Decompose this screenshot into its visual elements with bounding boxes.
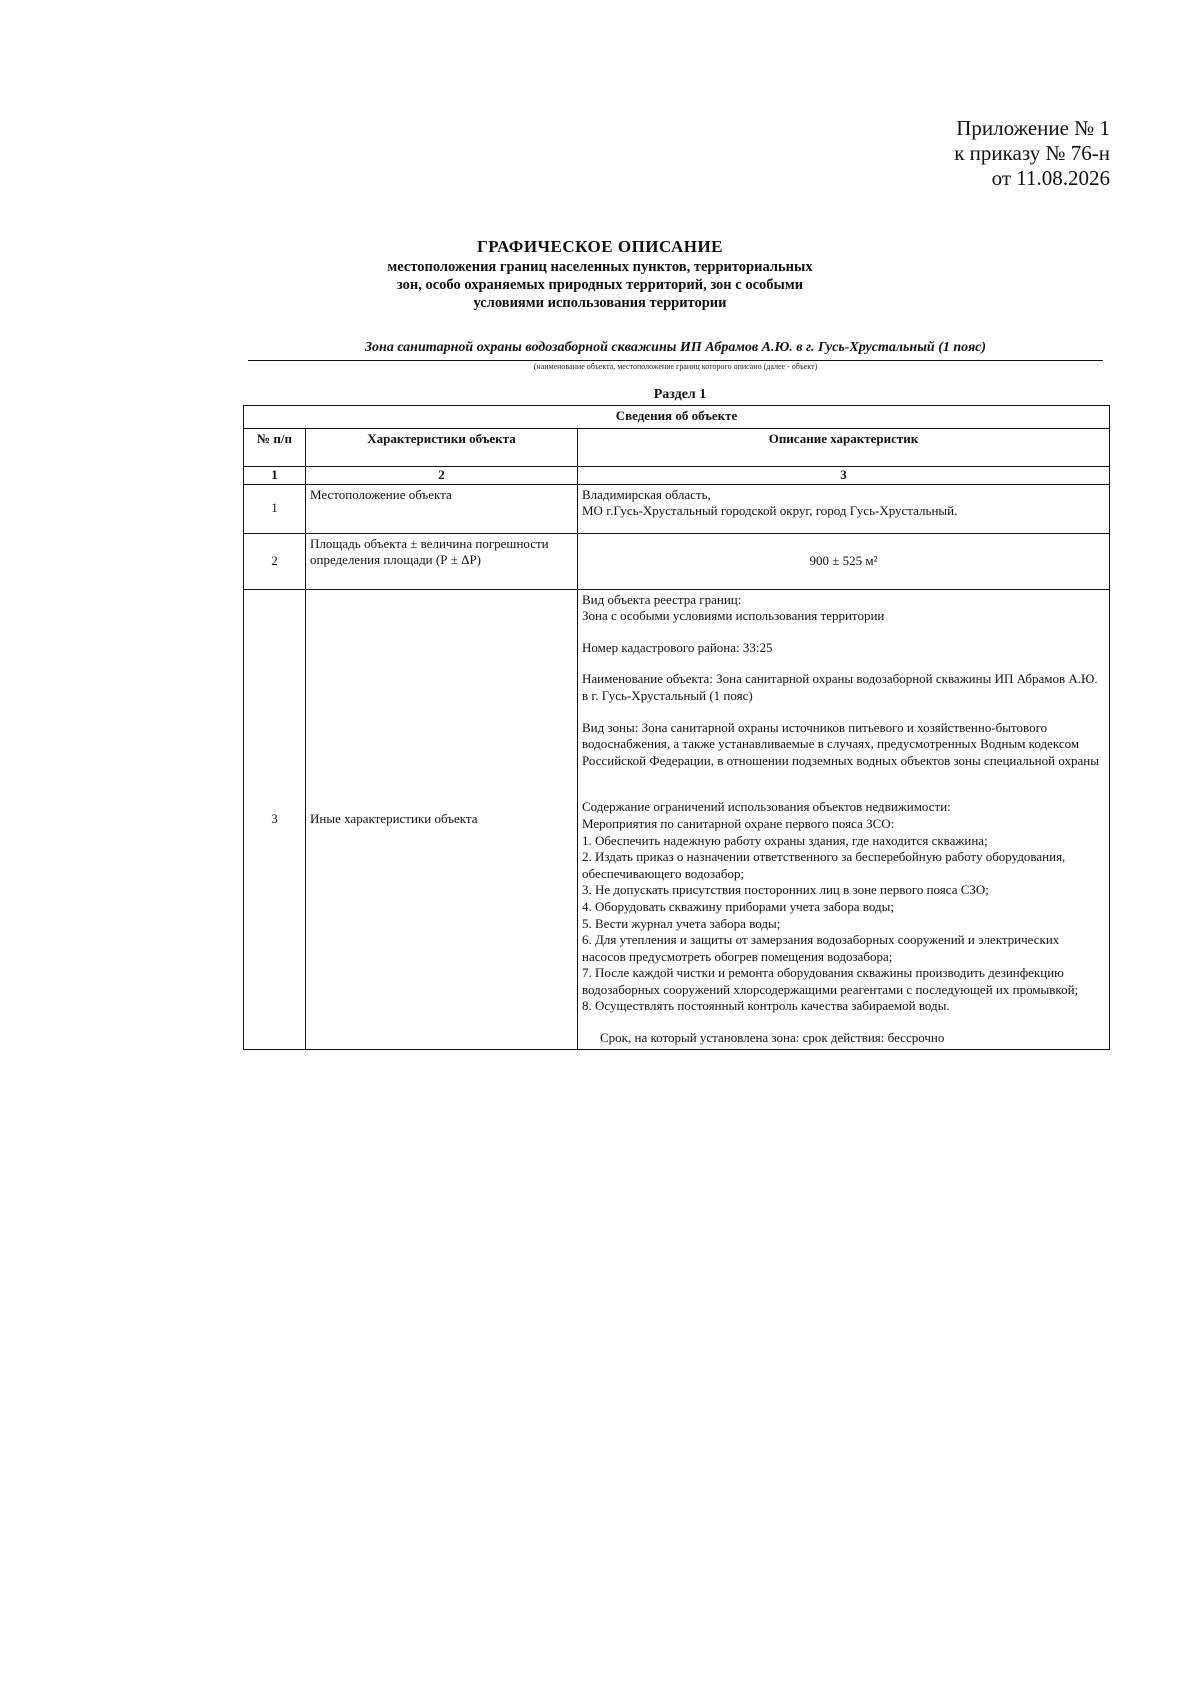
restrictions-text: Содержание ограничений использования объектов недвижимости: Мероприятия по санитарной охране первого пояса ЗСО: 1. Обеспечить надежную работу охраны здания, где находится скважина; 2. Издать приказ о назначении ответственного за бесперебойную работу оборудования, обеспечивающего водозабор; 3. Не допускать присутствия посторонних лиц в зоне первого пояса СЗО; 4. Оборудовать скважину приборами учета забора воды; 5. Вести журнал учета забора воды; 6. Для утепления и защиты от замерзания водозаборных сооружений и электрических насосов предусмотреть обогрев помещения водозабора; 7. После каждой чистки и ремонта оборудования скважины производить дезинфекцию водозаборных сооружений хлорсодержащими реагентами с последующей их промывкой; 8. Осуществлять постоянный контроль качества забираемой воды. xyxy=(582,799,1079,1014)
row-characteristic: Местоположение объекта xyxy=(306,484,578,533)
table-title: Сведения об объекте xyxy=(244,406,1110,429)
order-date: от 11.08.2026 xyxy=(991,166,1110,190)
object-name: Зона санитарной охраны водозаборной скважины ИП Абрамов А.Ю. в г. Гусь-Хрустальный (1 пояс) xyxy=(364,340,987,355)
column-header-characteristic: Характеристики объекта xyxy=(306,429,578,467)
table-row xyxy=(244,589,1110,1049)
zone-kind-text: Вид зоны: Зона санитарной охраны источников питьевого и хозяйственно-бытового водоснабжения, а также устанавливаемые в случаях, предусмотренных Водным кодексом Российской Федерации, в отношении подземных водных объектов зоны специальной охраны xyxy=(582,719,1099,768)
table-row xyxy=(244,484,1110,533)
row-characteristic: Иные характеристики объекта xyxy=(306,589,578,1049)
order-number: к приказу № 76-н xyxy=(954,141,1110,165)
row-description: 900 ± 525 м² xyxy=(578,533,1110,589)
object-caption: (наименование объекта, местоположение границ которого описано (далее - объект) xyxy=(533,362,818,371)
table-row xyxy=(244,533,1110,589)
object-kind-text: Вид объекта реестра границ: Зона с особыми условиями использования территории xyxy=(582,591,885,624)
row-description: Владимирская область, МО г.Гусь-Хрустальный городской округ, город Гусь-Хрустальный. xyxy=(578,484,1110,533)
document-heading xyxy=(240,236,960,312)
appendix-number: Приложение № 1 xyxy=(956,116,1110,140)
appendix-reference xyxy=(750,116,1110,191)
row-characteristic: Площадь объекта ± величина погрешности определения площади (Р ± ΔР) xyxy=(306,533,578,589)
cadastral-district-text: Номер кадастрового района: 33:25 xyxy=(582,639,773,655)
row-description xyxy=(578,589,1110,1049)
column-number-1: 1 xyxy=(244,467,306,485)
term-text: Срок, на который установлена зона: срок действия: бессрочно xyxy=(600,1030,945,1046)
column-number-row xyxy=(244,467,1110,485)
document-subtitle: местоположения границ населенных пунктов, территориальных зон, особо охраняемых природных территорий, зон с особыми условиями использования территории xyxy=(387,259,813,311)
column-number-3: 3 xyxy=(578,467,1110,485)
column-header-description: Описание характеристик xyxy=(578,429,1110,467)
column-number-2: 2 xyxy=(306,467,578,485)
row-number: 2 xyxy=(244,533,306,589)
object-info-table xyxy=(243,405,1110,1050)
section-label: Раздел 1 xyxy=(653,387,707,402)
row-number: 3 xyxy=(244,589,306,1049)
object-underline xyxy=(248,360,1103,361)
document-title: ГРАФИЧЕСКОЕ ОПИСАНИЕ xyxy=(476,237,724,256)
table-header-row xyxy=(244,429,1110,467)
table-title-row xyxy=(244,406,1110,429)
object-name-text: Наименование объекта: Зона санитарной охраны водозаборной скважины ИП Абрамов А.Ю. в г. Гусь-Хрустальный (1 пояс) xyxy=(582,671,1098,703)
column-header-num: № п/п xyxy=(244,429,306,467)
row-number: 1 xyxy=(244,484,306,533)
